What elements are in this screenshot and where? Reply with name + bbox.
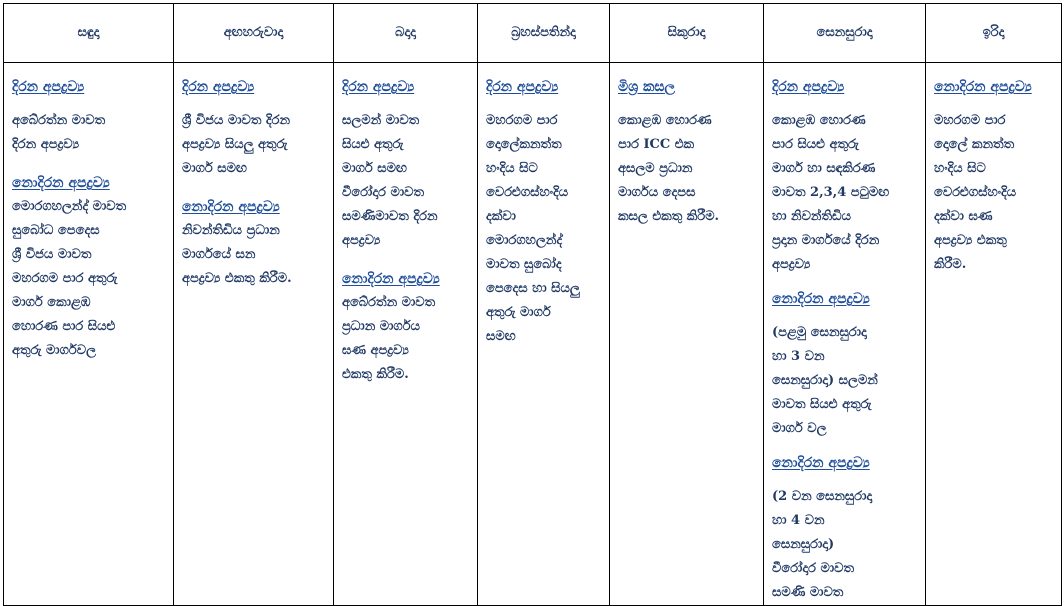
saturday-non-degradable-text-2: (2 වන සෙනසුරාදා හා 4 වන සෙනසුරාදා) වීරෝදාර මාවත සමණි මාවත bbox=[772, 489, 873, 600]
header-monday: සඳුදා bbox=[4, 4, 174, 63]
monday-non-degradable-text: මොරගහලන්ද් මාවත සුබෝධ පෙදෙස ශ්‍රී විජය මාවත මහරගම පාර අතුරු මාර්ග කොළඹ හොරණ පාර සියළු අතුරු මාර්ගවල bbox=[12, 199, 127, 358]
spacer bbox=[618, 99, 757, 109]
tuesday-degradable-text: ශ්‍රී විජය මාවත දිරන අපද්‍රව්‍ය සියලු අතුරු මාර්ග සමඟ bbox=[182, 113, 291, 176]
spacer bbox=[12, 157, 167, 171]
header-saturday: සෙනසුරාදා bbox=[764, 4, 926, 63]
spacer bbox=[182, 99, 327, 109]
heading-mixed-waste: මිශ්‍ර කසල bbox=[618, 79, 676, 95]
header-friday: සිකුරාදා bbox=[610, 4, 764, 63]
saturday-non-degradable-text-1: (පළමු සෙනසුරාදා හා 3 වන සෙනසුරාදා) සලමන් මාවත සියළු අතුරු මාර්ග වල bbox=[772, 325, 878, 436]
wednesday-non-degradable-text: අබේරත්න මාවත ප්‍රධාන මාර්ගය ඝණ අපද්‍රව්‍ය එකතු කිරීම. bbox=[342, 295, 436, 382]
wednesday-degradable-text: සලමන් මාවත සියළු අතුරු මාර්ග සමඟ වීරෝදාර මාවත සමණිමාවත දිරන අපද්‍රව්‍ය bbox=[342, 113, 438, 248]
header-row bbox=[4, 4, 1062, 63]
cell-tuesday bbox=[174, 63, 334, 606]
header-sunday: ඉරිදා bbox=[926, 4, 1062, 63]
cell-thursday bbox=[478, 63, 610, 606]
saturday-degradable-text: කොළඹ හොරණ පාර සියළු අතුරු මාගර් හා සඳකිරණ මාවත 2,3,4 පටුමඟ හා නිවන්තිඩිය ප්‍රදාන මාර්ගයේ දිරන අපද්‍රව්‍ය bbox=[772, 113, 890, 272]
header-wednesday: බදාදා bbox=[334, 4, 478, 63]
cell-sunday bbox=[926, 63, 1062, 606]
cell-friday bbox=[610, 63, 764, 606]
heading-non-degradable: නොදිරන අපද්‍රව්‍ය bbox=[342, 271, 440, 287]
spacer bbox=[486, 99, 603, 109]
heading-non-degradable: නොදිරන අපද්‍රව්‍ය bbox=[934, 79, 1032, 95]
cell-saturday bbox=[764, 63, 926, 606]
cell-monday bbox=[4, 63, 174, 606]
friday-mixed-waste-text: කොළඹ හොරණ පාර ICC එක අසලම ප්‍රධාන මාර්ගය දෙපස කසල එකතු කිරීම. bbox=[618, 113, 720, 224]
header-tuesday: අඟහරුවාදා bbox=[174, 4, 334, 63]
monday-degradable-text: අබේරත්න මාවත දිරන අපද්‍රව්‍ය bbox=[12, 113, 106, 152]
spacer bbox=[772, 99, 919, 109]
heading-degradable: දිරන අපද්‍රව්‍ය bbox=[182, 79, 255, 95]
heading-degradable: දිරන අපද්‍රව්‍ය bbox=[342, 79, 415, 95]
heading-non-degradable-2: නොදිරන අපද්‍රව්‍ය bbox=[772, 455, 870, 471]
spacer bbox=[182, 181, 327, 195]
header-thursday: බ්‍රහස්පතින්දා bbox=[478, 4, 610, 63]
spacer bbox=[772, 311, 919, 321]
cell-wednesday bbox=[334, 63, 478, 606]
heading-non-degradable: නොදිරන අපද්‍රව්‍ය bbox=[182, 199, 280, 215]
spacer bbox=[342, 253, 471, 267]
thursday-degradable-text: මහරගම පාර දොලේකනත්ත හංදිය සිට වෙරළුගස්හංදිය දක්වා මොරගහලන්ද් මාවත සුබෝද පෙදෙස හා සියලු අතුරු මාර්ග සමඟ bbox=[486, 113, 580, 344]
heading-degradable: දිරන අපද්‍රව්‍ය bbox=[12, 79, 85, 95]
spacer bbox=[772, 277, 919, 287]
schedule-row bbox=[4, 63, 1062, 606]
spacer bbox=[342, 99, 471, 109]
tuesday-non-degradable-text: නිවන්තිඩිය ප්‍රධාන මාර්ගයේ සන අපද්‍රව්‍ය එකතු කිරීම. bbox=[182, 223, 292, 286]
heading-degradable: දිරන අපද්‍රව්‍ය bbox=[772, 79, 845, 95]
heading-non-degradable: නොදිරන අපද්‍රව්‍ය bbox=[12, 175, 110, 191]
collection-schedule-table bbox=[3, 3, 1062, 606]
spacer bbox=[772, 475, 919, 485]
heading-degradable: දිරන අපද්‍රව්‍ය bbox=[486, 79, 559, 95]
spacer bbox=[772, 441, 919, 451]
sunday-non-degradable-text: මහරගම පාර දොලේ කනත්ත හංදිය සිට වෙරළුගස්හංදිය දක්වා ඝණ අපද්‍රව්‍ය එකතු කිරීම. bbox=[934, 113, 1017, 272]
spacer bbox=[12, 99, 167, 109]
heading-non-degradable: නොදිරන අපද්‍රව්‍ය bbox=[772, 291, 870, 307]
spacer bbox=[934, 99, 1055, 109]
